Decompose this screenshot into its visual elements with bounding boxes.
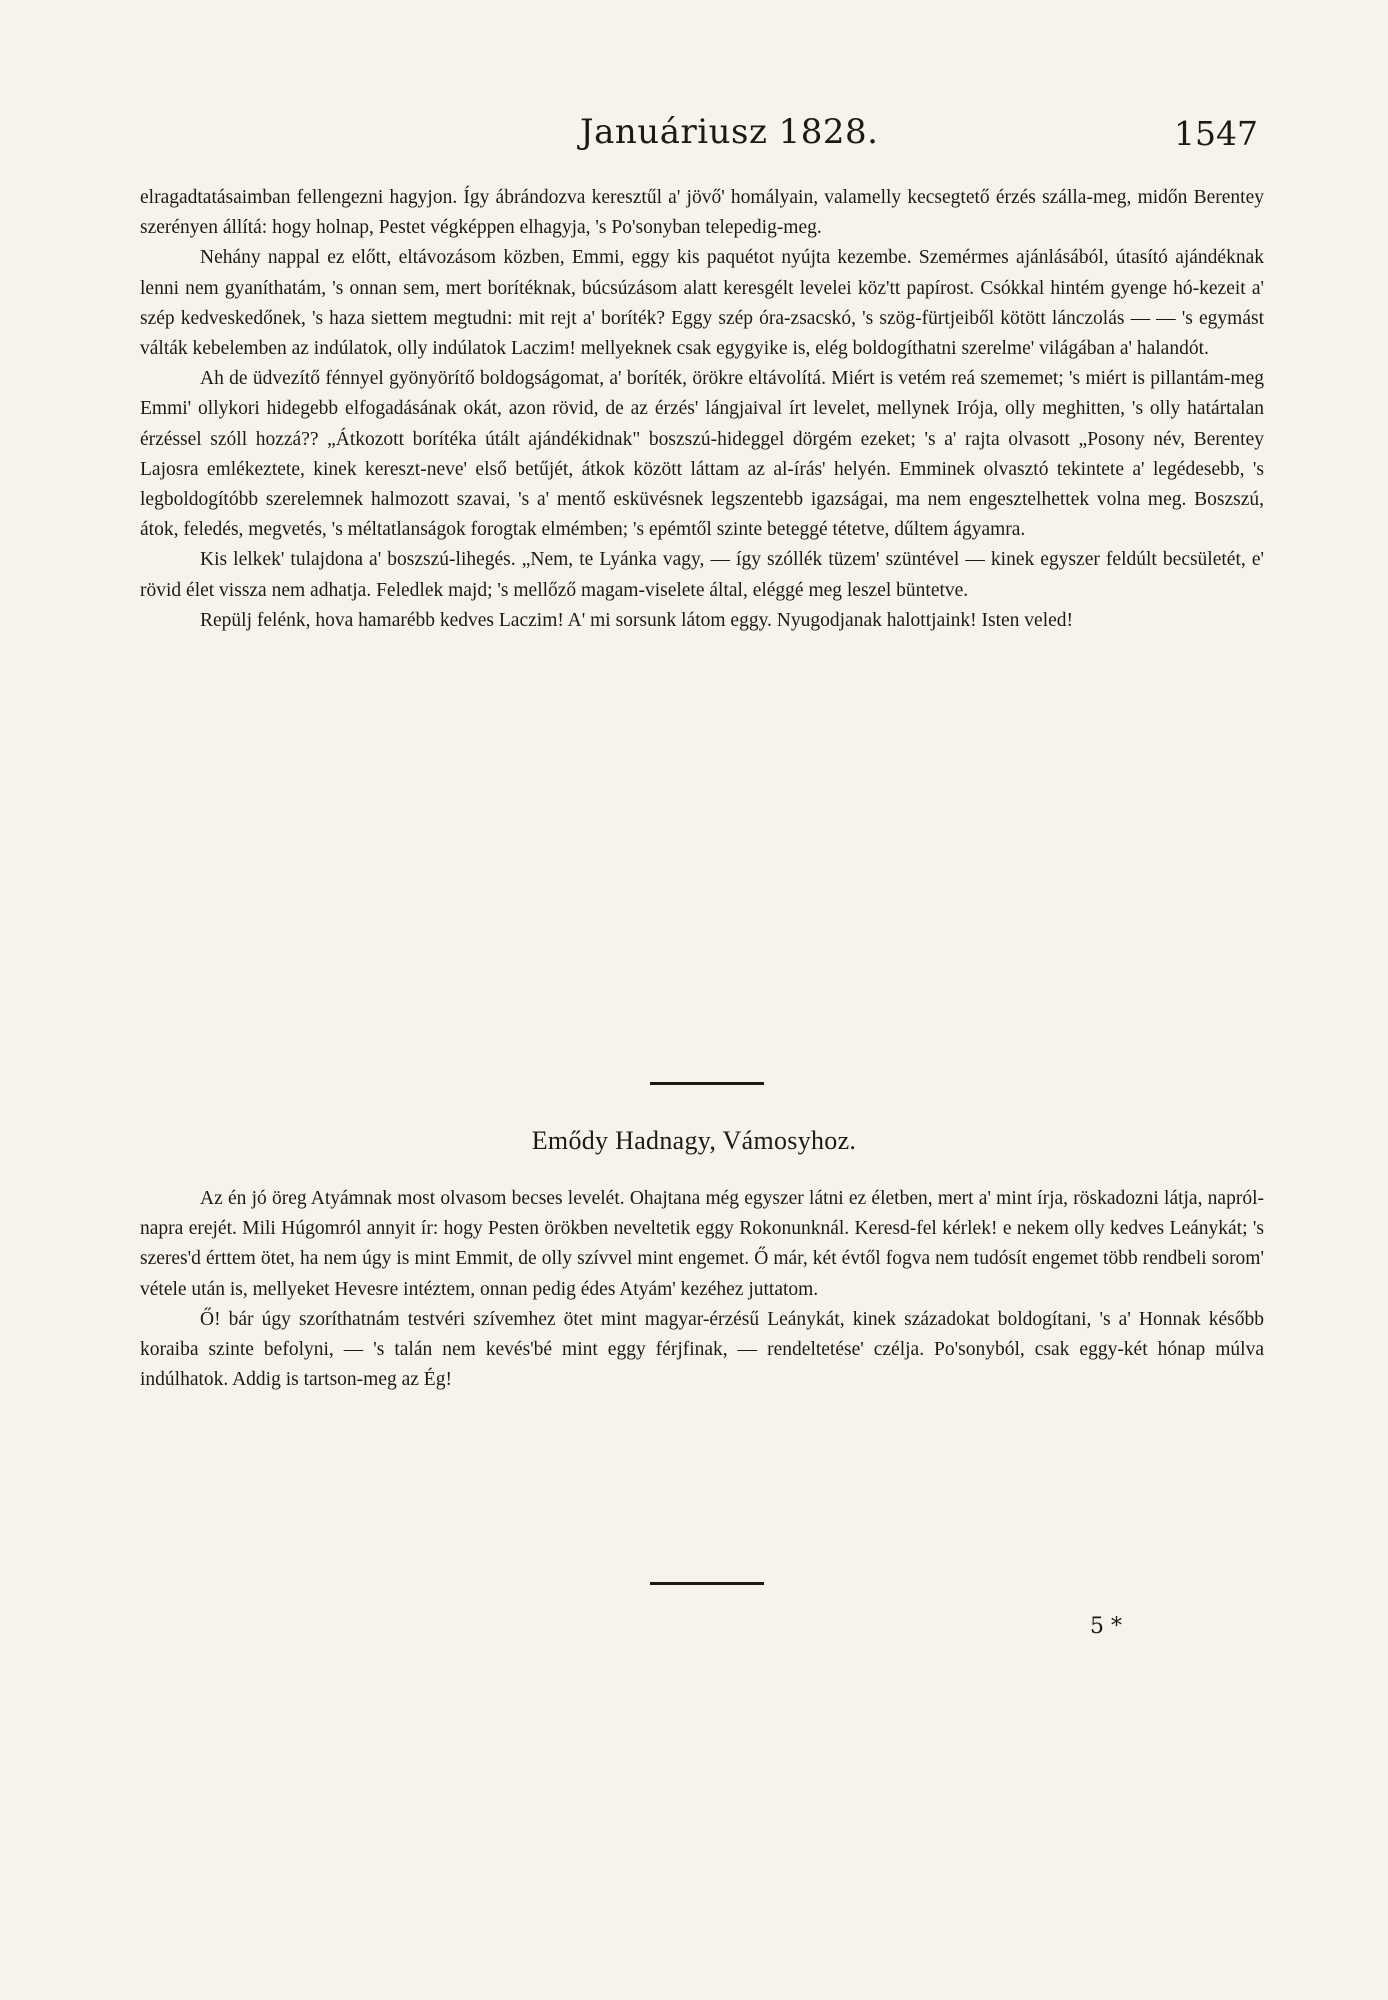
paragraph-3: Ah de üdvezítő fénnyel gyönyörítő boldogságomat, a' boríték, örökre eltávolítá. Miért is vetém reá szememet; 's miért is pillantám-meg Emmi' ollykori hidegebb elfogadásának okát, azon rövid, de az érzés' lángjaival írt levelet, mellynek Irója, olly meghitten, 's olly határtalan érzéssel szóll hozzá?? „Átkozott borítéka útált ajándékidnak" boszszú-hideggel dörgém ezeket; 's a' rajta olvasott „Posony név, Berentey Lajosra emlékeztete, kinek kereszt-neve' első betűjét, átkok között láttam az al-írás' helyén. Emminek olvasztó tekintete a' legédesebb, 's legboldogítóbb szerelemnek halmozott szavai, 's a' mentő esküvésnek legszentebb igazságai, ma nem engesztelhettek volna meg. Boszszú, átok, feledés, megvetés, 's méltatlanságok forogtak elmémben; 's epémtől szinte beteggé tétetve, dűltem ágyamra.: [140, 368, 1264, 541]
page-number: 1547: [1174, 114, 1258, 153]
paragraph-7: Ő! bár úgy szoríthatnám testvéri szívemhez ötet mint magyar-érzésű Leánykát, kinek századokat boldogítani, 's a' Honnak később koraiba szinte befolyni, — 's talán nem kevés'bé mint eggy férjfinak, — rendeltetése' czélja. Po'sonyból, csak eggy-két hónap múlva indúlhatok. Addig is tartson-meg az Ég!: [140, 1308, 1264, 1391]
letter-body: [140, 183, 1264, 636]
section-divider: [650, 1082, 764, 1085]
running-head: [140, 112, 1268, 162]
second-letter-body: [140, 1184, 1264, 1395]
paragraph-4: Kis lelkek' tulajdona a' boszszú-lihegés. „Nem, te Lyánka vagy, — így szóllék tüzem' szüntével — kinek egyszer feldúlt becsületét, e' rövid élet vissza nem adhatja. Feledlek majd; 's mellőző magam-viselete által, eléggé meg leszel büntetve.: [140, 549, 1264, 601]
paragraph-5: Repülj felénk, hova hamarébb kedves Laczim! A' mi sorsunk látom eggy. Nyugodjanak halottjaink! Isten veled!: [200, 609, 1074, 631]
signature-mark: 5 *: [1090, 1614, 1122, 1639]
paragraph-1: elragadtatásaimban fellengezni hagyjon. Így ábrándozva keresztűl a' jövő' homályain, valamelly kecsegtető érzés szálla-meg, midőn Berentey szerényen állítá: hogy holnap, Pestet végképpen elhagyja, 's Po'sonyban telepedig-meg.: [140, 187, 1264, 239]
section-heading: Emődy Hadnagy, Vámosyhoz.: [531, 1126, 857, 1155]
running-title: Januáriusz 1828.: [580, 112, 879, 152]
paragraph-6: Az én jó öreg Atyámnak most olvasom becses levelét. Ohajtana még egyszer látni ez életben, mert a' mint írja, röskadozni látja, napról-napra erejét. Mili Húgomról annyit ír: hogy Pesten örökben neveltetik eggy Rokonunknál. Keresd-fel kérlek! e nekem olly kedves Leánykát; 's szeres'd érttem ötet, ha nem úgy is mint Emmit, de olly szívvel mint engemet. Ő már, két évtől fogva nem tudósít engemet több rendbeli sorom' vétele után is, mellyeket Hevesre intéztem, onnan pedig édes Atyám' kezéhez juttatom.: [140, 1188, 1264, 1300]
paragraph-2: Nehány nappal ez előtt, eltávozásom közben, Emmi, eggy kis paquétot nyújta kezembe. Szemérmes ajánlásából, útasító ajándéknak lenni nem gyaníthatám, 's onnan sem, mert borítéknak, búcsúzásom alatt keresgélt levelei köz'tt papírost. Csókkal hintém gyenge hó-kezeit a' szép kedveskedőnek, 's haza siettem megtudni: mit rejt a' boríték? Eggy szép óra-zsacskó, 's szög-fürtjeiből kötött lánczolás — — 's egymást válták kebelemben az indúlatok, olly indúlatok Laczim! mellyeknek csak egygyike is, elég boldogíthatni szerelme' világában a' halandót.: [140, 247, 1264, 360]
end-divider: [650, 1582, 764, 1585]
